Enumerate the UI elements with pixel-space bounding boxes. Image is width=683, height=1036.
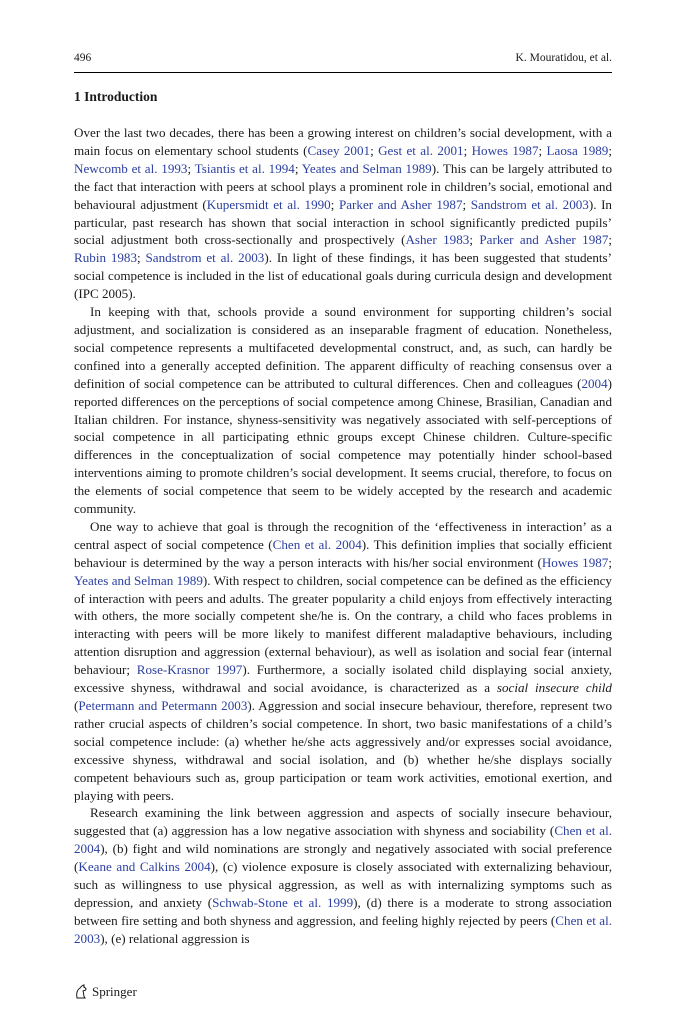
citation-link[interactable]: Yeates and Selman 1989 <box>74 572 203 588</box>
text-run: ) reported differences on the perceptions of social competence among Chinese, Brasilian, Canadian and Italian children. For instance, shyness-sensitivity was negatively associated with self-perceptions of social competence in all participating ethnic groups except Chinese children. Culture-specific differences in the conceptualization of social competence may potentially hinder school-based interventions aiming to promote children’s social development. It seems crucial, therefore, to focus on the elements of social competence that seem to be widely accepted by the research and academic community. <box>74 375 612 517</box>
page-number: 496 <box>74 52 92 64</box>
text-run: ( <box>74 698 79 713</box>
citation-link[interactable]: Sandstrom et al. 2003 <box>470 196 589 212</box>
publisher-footer <box>74 984 137 1000</box>
citation-link[interactable]: Keane and Calkins 2004 <box>78 859 211 875</box>
text-run: ; <box>463 142 472 158</box>
citation-link[interactable]: Tsiantis et al. 1994 <box>194 160 295 176</box>
citation-link[interactable]: Rubin 1983 <box>74 250 138 266</box>
text-run: ). Aggression and social insecure behaviour, therefore, represent two rather crucial aspects of children’s social competence. In short, two basic manifestations of a child’s social competence include: (a) whether he/she acts aggressively and/or expresses social avoidance, excessive shyness, withdrawal and social isolation, and (b) whether he/she displays socially competent behaviours such as, group participation or team work activities, emotional exertion, and playing with peers. <box>74 698 613 803</box>
paragraph <box>74 124 612 303</box>
citation-link[interactable]: Yeates and Selman 1989 <box>301 160 432 176</box>
text-run: ; <box>608 142 612 158</box>
text-run: ), (c) violence exposure is closely associated with externalizing behaviour, such as willingness to use physical aggression, as well as with internalizing symptoms such as depression, and anxiety ( <box>74 859 612 910</box>
emphasized-term: social insecure child <box>496 680 612 696</box>
citation-link[interactable]: Parker and Asher 1987 <box>479 232 609 248</box>
citation-link[interactable]: Chen et al. 2004 <box>74 823 613 857</box>
springer-horse-icon <box>74 984 88 1000</box>
text-run: ; <box>370 142 379 158</box>
citation-link[interactable]: Chen et al. 2003 <box>74 912 613 946</box>
citation-link[interactable]: Asher 1983 <box>405 232 470 248</box>
text-run: ; <box>462 196 471 212</box>
citation-link[interactable]: Kupersmidt et al. 1990 <box>206 196 331 212</box>
paragraph <box>74 303 612 518</box>
text-run: ; <box>187 160 195 176</box>
text-run: ; <box>137 250 146 266</box>
citation-link[interactable]: Howes 1987 <box>541 554 609 570</box>
text-run: ). In light of these findings, it has been suggested that students’ social competence is included in the list of educational goals during curricula design and development (IPC 2005). <box>74 250 612 302</box>
citation-link[interactable]: Parker and Asher 1987 <box>338 196 463 212</box>
text-run: ). In particular, past research has shown that social interaction in school significantly predicted pupils’ social adjustment both cross-sectionally and prospectively ( <box>74 196 612 248</box>
citation-link[interactable]: 2004 <box>581 375 608 391</box>
text-run: ; <box>469 232 480 248</box>
paragraph <box>74 804 612 947</box>
citation-link[interactable]: Casey 2001 <box>307 142 371 158</box>
text-run: ; <box>330 196 339 212</box>
citation-link[interactable]: Howes 1987 <box>471 142 539 158</box>
text-run: ). This definition implies that socially efficient behaviour is determined by the way a person interacts with his/her social environment ( <box>74 536 612 570</box>
running-header <box>74 52 612 73</box>
citation-link[interactable]: Laosa 1989 <box>546 142 609 158</box>
running-head-authors: K. Mouratidou, et al. <box>515 52 612 64</box>
text-run: ), (e) relational aggression is <box>100 930 250 946</box>
citation-link[interactable]: Chen et al. 2004 <box>272 536 362 552</box>
citation-link[interactable]: Schwab-Stone et al. 1999 <box>212 894 354 910</box>
text-run: ), (b) fight and wild nominations are strongly and negatively associated with social preference ( <box>74 841 612 875</box>
citation-link[interactable]: Sandstrom et al. 2003 <box>145 250 265 266</box>
citation-link[interactable]: Rose-Krasnor 1997 <box>136 662 243 678</box>
text-run: Over the last two decades, there has been a growing interest on children’s social development, with a main focus on elementary school students ( <box>74 125 612 158</box>
text-run: ), (d) there is a moderate to strong association between fire setting and both shyness and aggression, and feeling highly rejected by peers ( <box>74 894 612 928</box>
text-run: ). This can be largely attributed to the fact that interaction with peers at school plays a prominent role in children’s social, emotional and behavioural adjustment ( <box>74 160 612 212</box>
text-run: ). With respect to children, social competence can be defined as the efficiency of interaction with peers and adults. The greater popularity a child enjoys from effectively interacting with others, the more socially competent she/he is. On the contrary, a child who faces problems in interacting with peers will be more likely to manifest different maladaptive behaviours, including attention disruption and aggression (external behaviour), as well as isolation and social fear (internal behaviour; <box>74 572 612 678</box>
text-run: Research examining the link between aggression and aspects of socially insecure behaviour, suggested that (a) aggression has a low negative association with shyness and sociability ( <box>74 805 612 839</box>
text-run: ; <box>608 554 612 570</box>
text-run: ; <box>294 160 302 176</box>
citation-link[interactable]: Petermann and Petermann 2003 <box>78 698 248 713</box>
publisher-name: Springer <box>92 984 137 999</box>
citation-link[interactable]: Newcomb et al. 1993 <box>74 160 188 176</box>
section-title: 1 Introduction <box>74 89 158 104</box>
text-run: One way to achieve that goal is through the recognition of the ‘effectiveness in interaction’ as a central aspect of social competence ( <box>74 518 612 552</box>
citation-link[interactable]: Gest et al. 2001 <box>378 142 464 158</box>
paragraph <box>74 518 612 805</box>
text-run: ). Furthermore, a socially isolated child displaying social anxiety, excessive shyness, withdrawal and social avoidance, is characterized as a <box>74 662 612 696</box>
text-run: ; <box>608 232 613 248</box>
text-run: In keeping with that, schools provide a sound environment for supporting children’s social adjustment, and socialization is considered as an inseparable fragment of education. Nonetheless, social competence represents a multifaceted developmental construct, and, as such, can hardly be confined into a generally accepted definition. The apparent difficulty of reaching consensus over a definition of social competence can be attributed to cultural differences. Chen and colleagues ( <box>74 304 612 391</box>
body-text <box>74 124 612 948</box>
text-run: ; <box>538 142 547 158</box>
